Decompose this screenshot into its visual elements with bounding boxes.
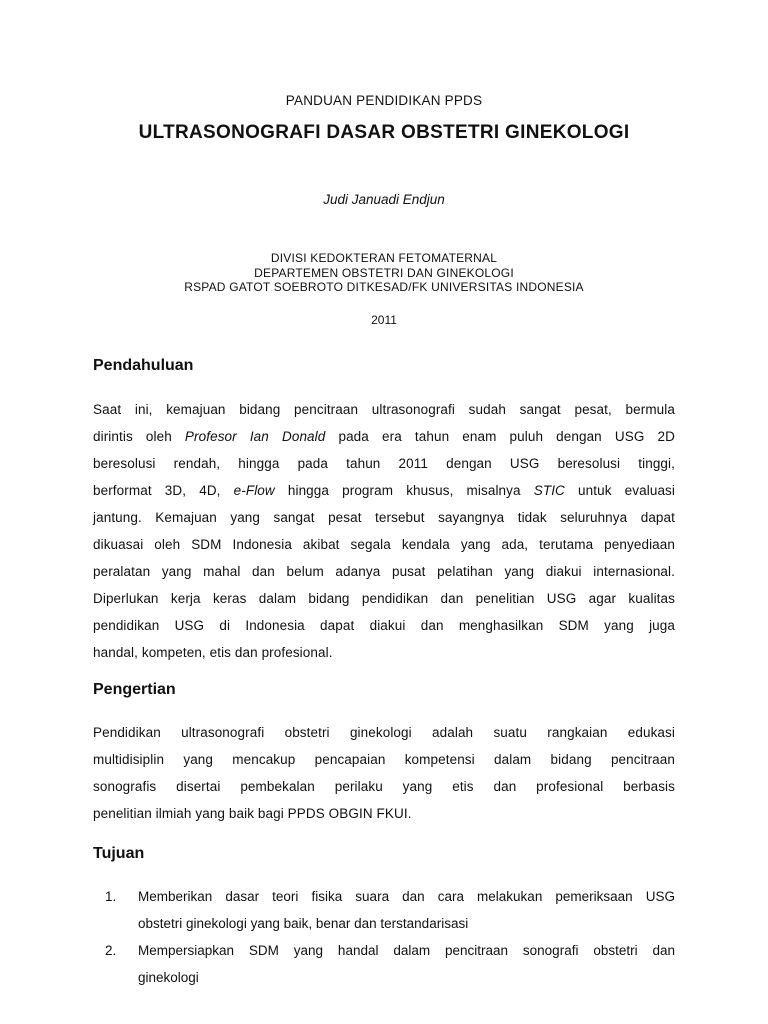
list-item	[93, 883, 675, 937]
paragraph-line: jantung. Kemajuan yang sangat pesat tersebut sayangnya tidak seluruhnya dapat	[93, 510, 675, 525]
paragraph-line: penelitian ilmiah yang baik bagi PPDS OBGIN FKUI.	[93, 806, 412, 821]
list-item-line: Memberikan dasar teori fisika suara dan cara melakukan pemeriksaan USG	[138, 889, 675, 904]
affiliation-division: DIVISI KEDOKTERAN FETOMATERNAL	[270, 251, 498, 265]
heading-tujuan: Tujuan	[93, 845, 145, 862]
emphasis-name: Profesor Ian Donald	[184, 429, 326, 444]
list-item-line: ginekologi	[138, 970, 199, 985]
paragraph-pendahuluan	[93, 396, 675, 666]
heading-pendahuluan: Pendahuluan	[93, 357, 194, 374]
paragraph-line: Saat ini, kemajuan bidang pencitraan ultrasonografi sudah sangat pesat, bermula	[93, 402, 675, 417]
list-item-line: Mempersiapkan SDM yang handal dalam pencitraan sonografi obstetri dan	[138, 943, 675, 958]
document-series: PANDUAN PENDIDIKAN PPDS	[285, 93, 483, 108]
list-item-number: 1.	[105, 889, 117, 904]
tujuan-list	[93, 883, 675, 991]
paragraph-pengertian	[93, 719, 675, 827]
list-item	[93, 937, 675, 991]
list-item-number: 2.	[105, 943, 117, 958]
emphasis-term: e-Flow	[233, 483, 275, 498]
affiliation-institution: RSPAD GATOT SOEBROTO DITKESAD/FK UNIVERSITAS INDONESIA	[184, 280, 584, 294]
paragraph-line: peralatan yang mahal dan belum adanya pusat pelatihan yang diakui internasional.	[93, 564, 675, 579]
paragraph-line: multidisiplin yang mencakup pencapaian kompetensi dalam bidang pencitraan	[93, 752, 675, 767]
affiliation-block	[93, 251, 675, 295]
paragraph-line: Diperlukan kerja keras dalam bidang pendidikan dan penelitian USG agar kualitas	[93, 591, 675, 606]
document-author: Judi Januadi Endjun	[323, 192, 445, 207]
document-title: ULTRASONOGRAFI DASAR OBSTETRI GINEKOLOGI	[138, 122, 630, 143]
list-item-line: obstetri ginekologi yang baik, benar dan terstandarisasi	[138, 916, 469, 931]
paragraph-line: sonografis disertai pembekalan perilaku yang etis dan profesional berbasis	[93, 779, 675, 794]
heading-pengertian: Pengertian	[93, 681, 176, 698]
affiliation-department: DEPARTEMEN OBSTETRI DAN GINEKOLOGI	[254, 265, 514, 280]
paragraph-line: Pendidikan ultrasonografi obstetri ginekologi adalah suatu rangkaian edukasi	[93, 725, 675, 740]
paragraph-line: dirintis oleh Profesor Ian Donald pada era tahun enam puluh dengan USG 2D	[93, 429, 675, 444]
emphasis-term: STIC	[533, 483, 565, 498]
paragraph-line: beresolusi rendah, hingga pada tahun 2011 dengan USG beresolusi tinggi,	[93, 456, 675, 471]
paragraph-line: dikuasai oleh SDM Indonesia akibat segala kendala yang ada, terutama penyediaan	[93, 537, 675, 552]
paragraph-line: pendidikan USG di Indonesia dapat diakui dan menghasilkan SDM yang juga	[93, 618, 675, 633]
document-year: 2011	[371, 313, 397, 327]
paragraph-line: berformat 3D, 4D, e-Flow hingga program khusus, misalnya STIC untuk evaluasi	[93, 483, 675, 498]
paragraph-line: handal, kompeten, etis dan profesional.	[93, 645, 333, 660]
